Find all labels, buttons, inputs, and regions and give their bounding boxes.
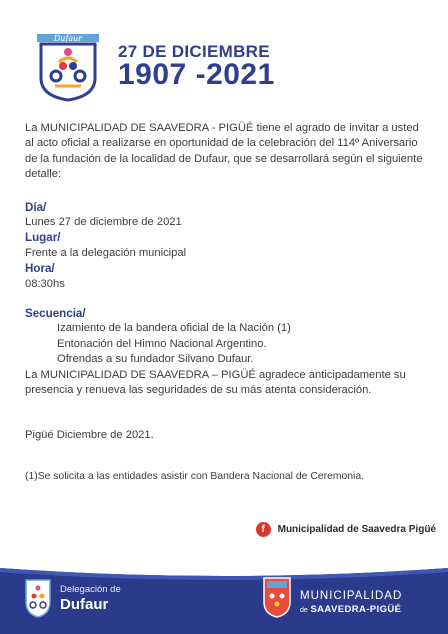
hora-label: Hora/: [25, 262, 55, 276]
event-date: 27 DE DICIEMBRE: [118, 42, 270, 61]
anniversary-years: 1907 -2021: [118, 58, 275, 91]
dia-value: Lunes 27 de diciembre de 2021: [25, 216, 182, 229]
facebook-page-name: Municipalidad de Saavedra Pigüé: [277, 524, 436, 535]
dia-label: Día/: [25, 200, 47, 214]
secuencia-item: Izamiento de la bandera oficial de la Nación (1): [57, 322, 291, 335]
logo-text: Dufaur: [53, 34, 83, 43]
footer-dufaur-label: Dufaur: [60, 596, 109, 613]
facebook-icon: f: [256, 522, 271, 537]
facebook-link[interactable]: [256, 522, 436, 537]
footer-saavedra-name: SAAVEDRA-PIGÜÉ: [310, 604, 402, 615]
dufaur-crest-logo: [33, 30, 103, 102]
lugar-value: Frente a la delegación municipal: [25, 246, 187, 259]
hora-value: 08:30hs: [25, 277, 65, 290]
municipalidad-crest: [262, 576, 292, 618]
invitation-body: [25, 121, 425, 484]
place-date: Pigüé Diciembre de 2021.: [25, 428, 154, 441]
secuencia-item: Ofrendas a su fundador Silvano Dufaur.: [57, 353, 254, 366]
closing-paragraph: La MUNICIPALIDAD DE SAAVEDRA – PIGÜÉ agradece anticipadamente su presencia y renueva las seguridades de su más atenta consideración.: [25, 368, 406, 397]
footer-municipalidad-label: MUNICIPALIDAD: [300, 590, 403, 602]
lugar-label: Lugar/: [25, 231, 61, 245]
intro-paragraph: La MUNICIPALIDAD DE SAAVEDRA - PIGÜÉ tiene el agrado de invitar a usted al acto oficial a realizarse en oportunidad de la celebración del 114º Aniversario de la fundación de la localidad de Dufaur, que se desarrollará según el siguiente detalle:: [25, 122, 423, 181]
secuencia-label: Secuencia/: [25, 307, 86, 321]
dufaur-footer-crest: [24, 578, 52, 618]
footer-saavedra-label: [300, 604, 401, 615]
footer-delegacion-label: Delegación de: [60, 584, 121, 595]
footer-de-label: de: [300, 607, 308, 614]
secuencia-item: Entonación del Himno Nacional Argentino.: [57, 337, 267, 350]
footnote: (1)Se solicita a las entidades asistir con Bandera Nacional de Ceremonia.: [25, 470, 365, 482]
header: [0, 0, 448, 110]
